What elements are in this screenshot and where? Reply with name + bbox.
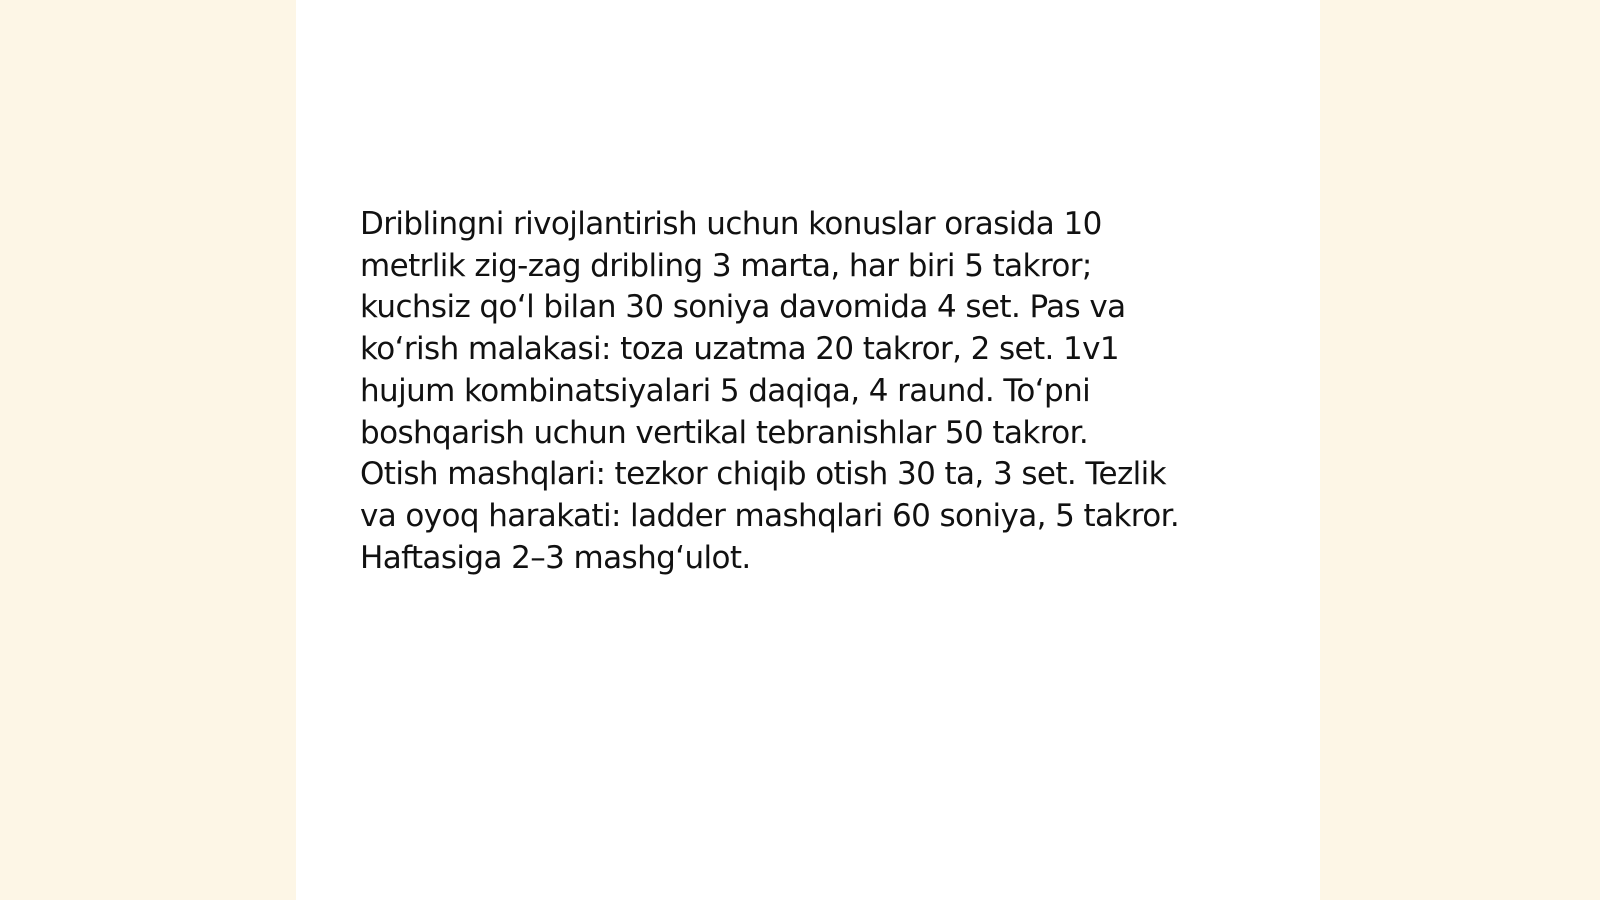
- paragraph-line: ko‘rish malakasi: toza uzatma 20 takror, 2 set. 1v1: [360, 331, 1120, 368]
- paragraph-line: va oyoq harakati: ladder mashqlari 60 soniya, 5 takror.: [360, 497, 1180, 534]
- paragraph-line: kuchsiz qo‘l bilan 30 soniya davomida 4 set. Pas va: [360, 289, 1126, 326]
- paragraph-line: boshqarish uchun vertikal tebranishlar 50 takror.: [360, 414, 1089, 451]
- document-page: [296, 0, 1320, 900]
- paragraph-line: hujum kombinatsiyalari 5 daqiqa, 4 raund. To‘pni: [360, 372, 1091, 409]
- paragraph-line: Driblingni rivojlantirish uchun konuslar orasida 10: [360, 206, 1102, 242]
- paragraph-line: metrlik zig-zag dribling 3 marta, har biri 5 takror;: [360, 247, 1092, 284]
- paragraph-line: Otish mashqlari: tezkor chiqib otish 30 ta, 3 set. Tezlik: [360, 456, 1166, 493]
- paragraph-line: Haftasiga 2–3 mashg‘ulot.: [360, 539, 751, 576]
- body-paragraph: [360, 204, 1260, 579]
